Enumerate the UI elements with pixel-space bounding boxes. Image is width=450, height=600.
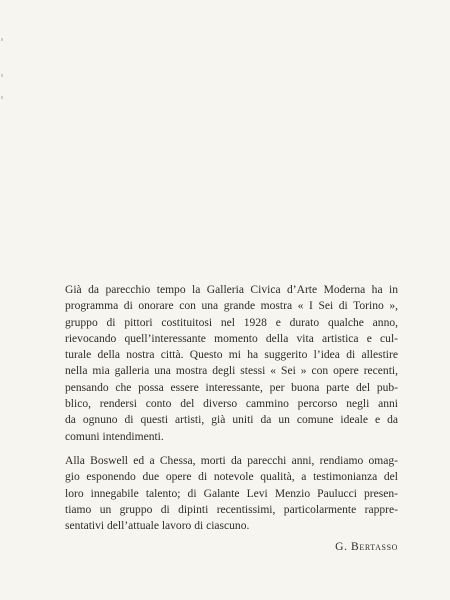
text-line: Alla Boswell ed a Chessa, morti da parecchi anni, rendiamo omag-: [65, 454, 398, 467]
margin-speck: [1, 74, 3, 77]
body-text: [65, 282, 398, 534]
text-line: gio esponendo due opere di notevole qualità, a testimonianza del: [65, 471, 398, 484]
text-line: comuni intendimenti.: [65, 430, 164, 443]
text-line: sentativi dell’attuale lavoro di ciascuno.: [65, 520, 250, 533]
text-line: turale della nostra città. Questo mi ha suggerito l’idea di allestire: [65, 349, 398, 362]
text-line: gruppo di pittori costituitosi nel 1928 e durato qualche anno,: [65, 316, 398, 329]
author-signature: G. Bertasso: [335, 541, 398, 553]
text-line: pensando che possa essere interessante, per buona parte del pub-: [65, 381, 398, 394]
paragraph-1: [65, 282, 398, 445]
text-line: loro innegabile talento; di Galante Levi Menzio Paulucci presen-: [65, 487, 398, 500]
margin-speck: [1, 96, 3, 99]
text-line: tiamo un gruppo di dipinti recentissimi, particolarmente rappre-: [65, 503, 398, 516]
text-line: nella mia galleria una mostra degli stessi « Sei » con opere recenti,: [65, 365, 398, 378]
text-line: da ognuno di questi artisti, già uniti da un comune ideale e da: [65, 414, 398, 427]
margin-speck: [1, 38, 3, 41]
paragraph-2: [65, 453, 398, 534]
text-line: blico, rendersi conto del diverso cammino percorso negli anni: [65, 398, 398, 411]
text-line: Già da parecchio tempo la Galleria Civica d’Arte Moderna ha in: [65, 284, 398, 296]
text-line: rievocando quell’interessante momento della vita artistica e cul-: [65, 332, 398, 345]
text-line: programma di onorare con una grande mostra « I Sei di Torino »,: [65, 300, 398, 313]
